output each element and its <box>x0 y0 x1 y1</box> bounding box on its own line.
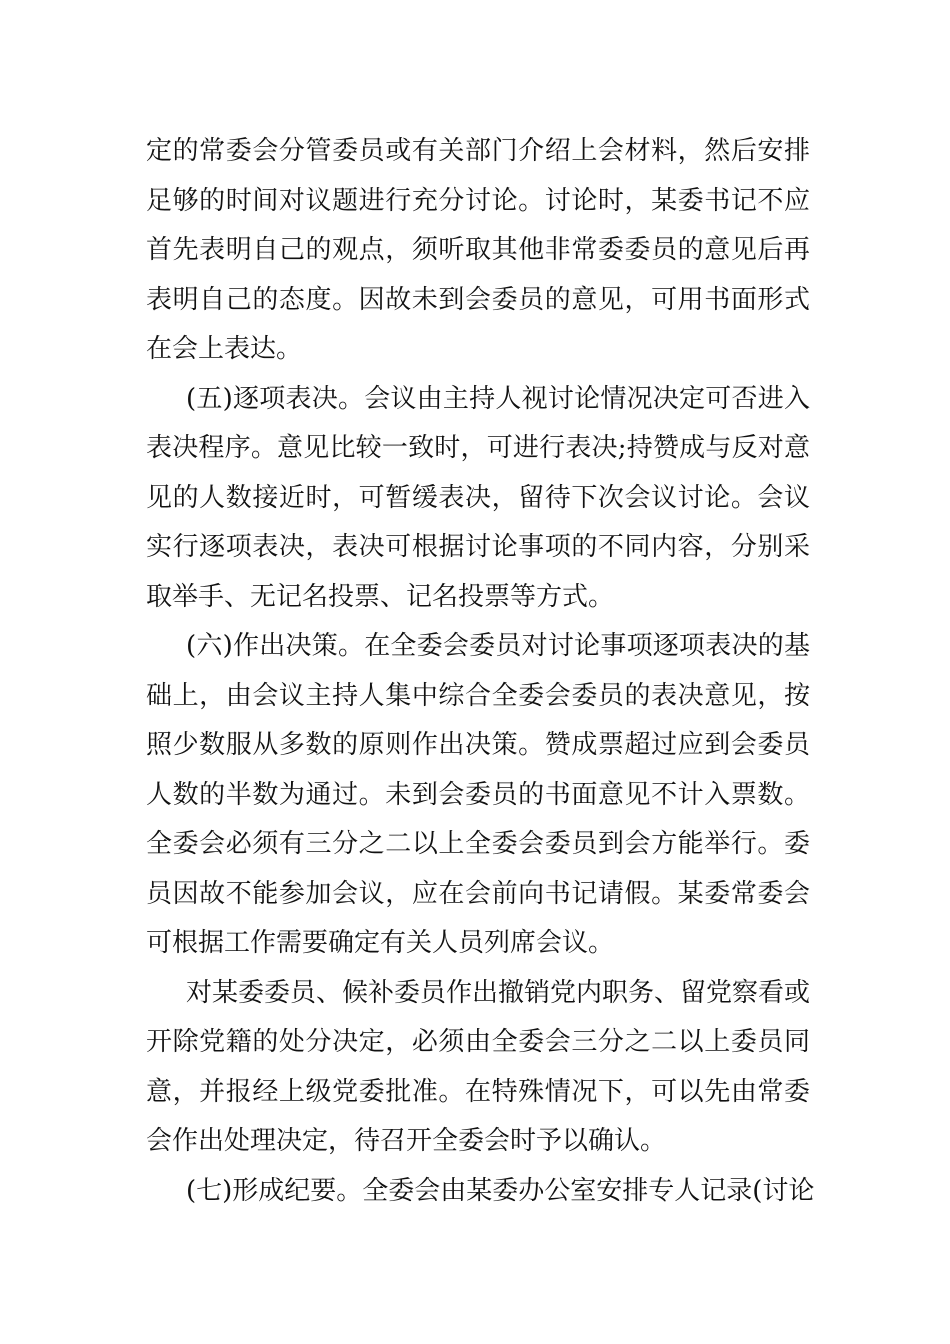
text-line: 全委会必须有三分之二以上全委会委员到会方能举行。委 <box>146 829 810 859</box>
text-line: 会作出处理决定，待召开全委会时予以确认。 <box>146 1126 667 1156</box>
text-line: 实行逐项表决，表决可根据讨论事项的不同内容，分别采 <box>146 532 810 562</box>
text-line: 表决程序。意见比较一致时，可进行表决;持赞成与反对意 <box>146 433 810 463</box>
text-line: 可根据工作需要确定有关人员列席会议。 <box>146 928 615 958</box>
text-line: 足够的时间对议题进行充分讨论。讨论时，某委书记不应 <box>146 185 810 216</box>
text-line: 首先表明自己的观点，须听取其他非常委委员的意见后再 <box>146 235 810 265</box>
text-line: 人数的半数为通过。未到会委员的书面意见不计入票数。 <box>146 779 810 810</box>
document-body <box>146 127 815 1216</box>
text-line: 表明自己的态度。因故未到会委员的意见，可用书面形式 <box>146 284 810 315</box>
text-line: 员因故不能参加会议，应在会前向书记请假。某委常委会 <box>146 878 810 909</box>
text-line: 取举手、无记名投票、记名投票等方式。 <box>146 581 615 612</box>
text-line: 定的常委会分管委员或有关部门介绍上会材料，然后安排 <box>146 136 810 166</box>
text-line: 在会上表达。 <box>146 334 303 364</box>
text-line: 照少数服从多数的原则作出决策。赞成票超过应到会委员 <box>146 730 810 760</box>
text-line: (七)形成纪要。全委会由某委办公室安排专人记录(讨论 <box>186 1175 815 1206</box>
text-line: 意，并报经上级党委批准。在特殊情况下，可以先由常委 <box>146 1076 810 1107</box>
text-line: 对某委委员、候补委员作出撤销党内职务、留党察看或 <box>186 977 811 1008</box>
text-line: 开除党籍的处分决定，必须由全委会三分之二以上委员同 <box>146 1027 810 1057</box>
text-line: 础上，由会议主持人集中综合全委会委员的表决意见，按 <box>146 680 810 711</box>
text-line: 见的人数接近时，可暂缓表决，留待下次会议讨论。会议 <box>146 482 810 513</box>
text-line: (六)作出决策。在全委会委员对讨论事项逐项表决的基 <box>186 631 810 661</box>
text-line: (五)逐项表决。会议由主持人视讨论情况决定可否进入 <box>186 383 810 414</box>
